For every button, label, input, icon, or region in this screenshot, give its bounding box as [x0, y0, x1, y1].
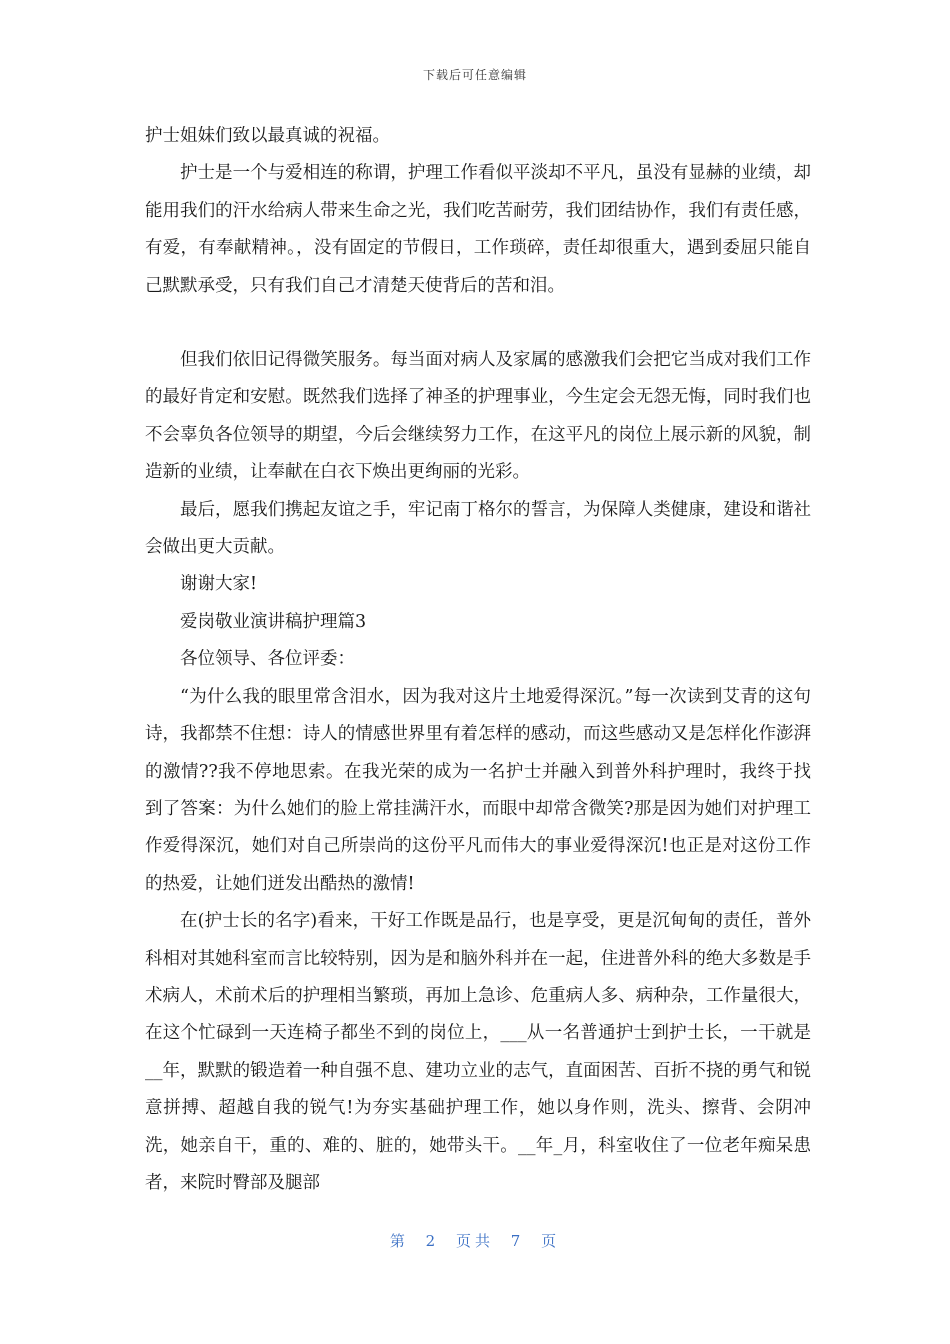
paragraph-8: “为什么我的眼里常含泪水，因为我对这片土地爱得深沉。”每一次读到艾青的这句诗，我都禁不住想：诗人的情感世界里有着怎样的感动，而这些感动又是怎样化作澎湃的激情??我不停地思索。在我光荣的成为一名护士并融入到普外科护理时，我终于找到了答案：为什么她们的脸上常挂满汗水，而眼中却常含微笑?那是因为她们对护理工作爱得深沉，她们对自己所崇尚的这份平凡而伟大的事业爱得深沉!也正是对这份工作的热爱，让她们迸发出酷热的激情! [145, 686, 811, 894]
document-body [145, 118, 811, 1202]
paragraph-5: 谢谢大家! [180, 574, 258, 595]
paragraph-2: 护士是一个与爱相连的称谓，护理工作看似平淡却不平凡，虽没有显赫的业绩，却能用我们的汗水给病人带来生命之光，我们吃苦耐劳，我们团结协作，我们有责任感，有爱，有奉献精神。，没有固定的节假日，工作琐碎，责任却很重大，遇到委屈只能自己默默承受，只有我们自己才清楚天使背后的苦和泪。 [145, 163, 811, 296]
salutation: 各位领导、各位评委： [180, 649, 355, 670]
paragraph-4: 最后，愿我们携起友谊之手，牢记南丁格尔的誓言，为保障人类健康，建设和谐社会做出更大贡献。 [145, 499, 811, 558]
page-header: 下载后可任意编辑 [422, 68, 527, 82]
page-footer: 第 2 页共 7 页 [389, 1232, 561, 1250]
section-title: 爱岗敬业演讲稿护理篇3 [180, 611, 367, 632]
paragraph-9: 在(护士长的名字)看来，干好工作既是品行，也是享受，更是沉甸甸的责任，普外科相对其她科室而言比较特别，因为是和脑外科并在一起，住进普外科的绝大多数是手术病人，术前术后的护理相当繁琐，再加上急诊、危重病人多、病种杂，工作量很大，在这个忙碌到一天连椅子都坐不到的岗位上，___从一名普通护士到护士长，一干就是__年，默默的锻造着一种自强不息、建功立业的志气，直面困苦、百折不挠的勇气和锐意拼搏、超越自我的锐气!为夯实基础护理工作，她以身作则，洗头、擦背、会阴冲洗，她亲自干，重的、难的、脏的，她带头干。__年_月，科室收住了一位老年痴呆患者，来院时臀部及腿部 [145, 911, 811, 1193]
paragraph-3: 但我们依旧记得微笑服务。每当面对病人及家属的感激我们会把它当成对我们工作的最好肯定和安慰。既然我们选择了神圣的护理事业，今生定会无怨无悔，同时我们也不会辜负各位领导的期望，今后会继续努力工作，在这平凡的岗位上展示新的风貌，制造新的业绩，让奉献在白衣下焕出更绚丽的光彩。 [145, 350, 811, 483]
paragraph-1: 护士姐妹们致以最真诚的祝福。 [145, 126, 390, 146]
